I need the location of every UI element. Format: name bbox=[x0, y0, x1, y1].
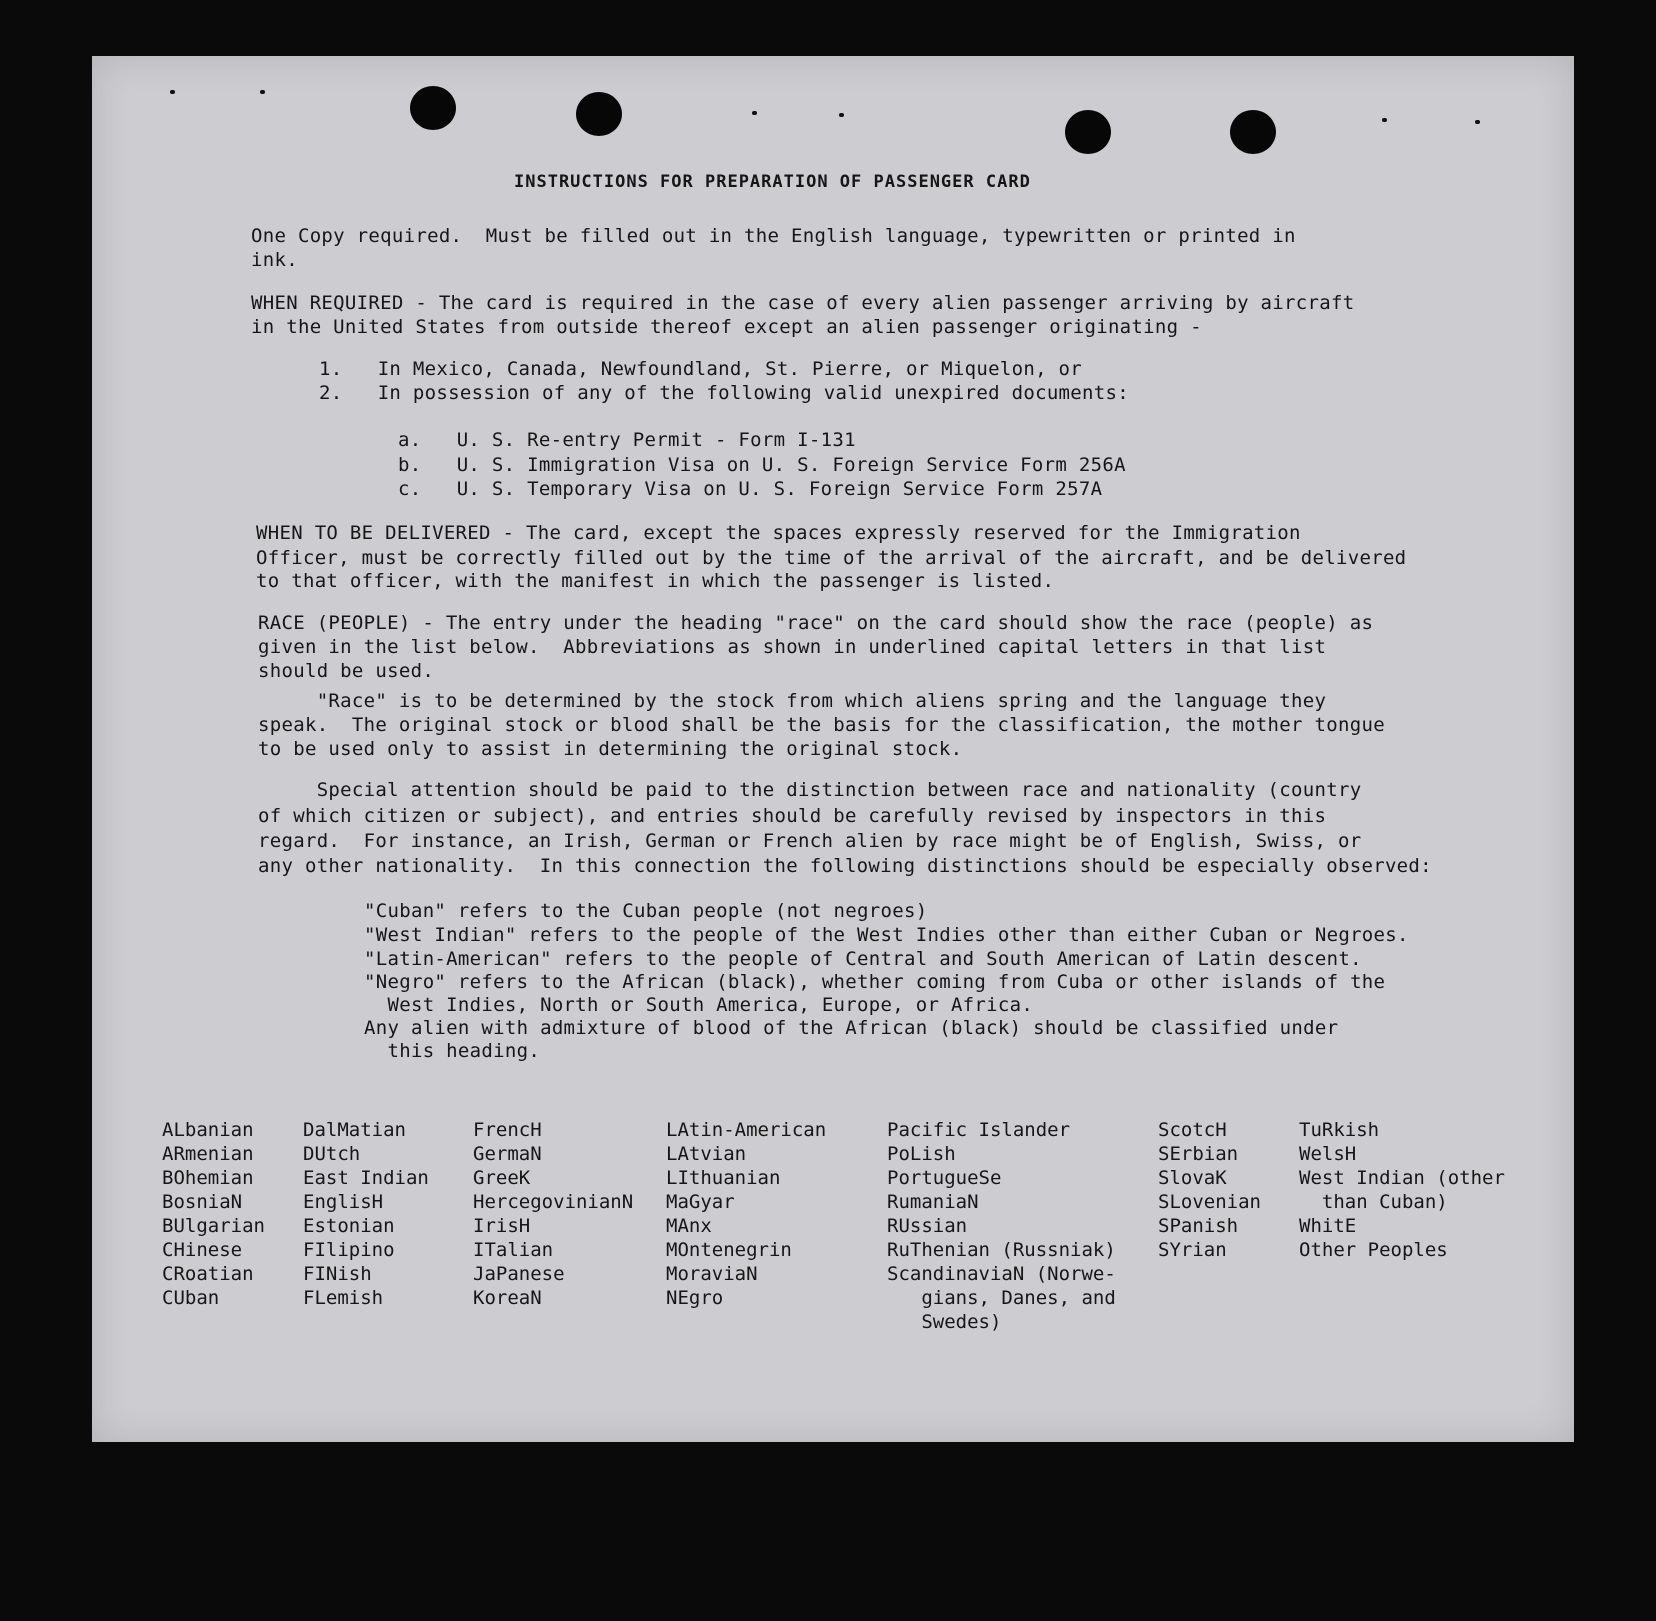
race-line: given in the list below. Abbreviations as shown in underlined capital letters in that list bbox=[258, 636, 1327, 658]
document-item: a. U. S. Re-entry Permit - Form I-131 bbox=[398, 429, 856, 451]
punch-hole-4 bbox=[1230, 110, 1276, 154]
page-title: INSTRUCTIONS FOR PREPARATION OF PASSENGER CARD bbox=[514, 172, 1031, 192]
intro-line: One Copy required. Must be filled out in the English language, typewritten or printed in bbox=[251, 225, 1296, 247]
race-list-item: JaPanese bbox=[473, 1263, 565, 1285]
distinction-line: "Negro" refers to the African (black), whether coming from Cuba or other islands of the bbox=[364, 971, 1386, 993]
race-list-item: TuRkish bbox=[1299, 1119, 1380, 1141]
race-list-item: GermaN bbox=[473, 1143, 542, 1165]
race-list-item: GreeK bbox=[473, 1167, 531, 1189]
race-paragraph-line: any other nationality. In this connection the following distinctions should be especially observed: bbox=[258, 855, 1432, 877]
punch-hole-3 bbox=[1065, 110, 1111, 154]
document-item: b. U. S. Immigration Visa on U. S. Foreign Service Form 256A bbox=[398, 454, 1126, 476]
race-list-item: FIlipino bbox=[303, 1239, 395, 1261]
race-list-item: EnglisH bbox=[303, 1191, 384, 1213]
race-paragraph-line: regard. For instance, an Irish, German or French alien by race might be of English, Swiss, or bbox=[258, 830, 1362, 852]
race-list-item: CRoatian bbox=[162, 1263, 254, 1285]
race-list-item: BUlgarian bbox=[162, 1215, 265, 1237]
race-line: RACE (PEOPLE) - The entry under the heading "race" on the card should show the race (people) as bbox=[258, 612, 1374, 634]
race-list-item: MAnx bbox=[666, 1215, 712, 1237]
distinction-line: "Latin-American" refers to the people of Central and South American of Latin descent. bbox=[364, 948, 1362, 970]
race-list-item: Other Peoples bbox=[1299, 1239, 1448, 1261]
speck-mark bbox=[839, 113, 844, 117]
race-list-item: PoLish bbox=[887, 1143, 956, 1165]
race-line: should be used. bbox=[258, 660, 435, 682]
when-delivered-line: Officer, must be correctly filled out by the time of the arrival of the aircraft, and be delivered bbox=[256, 547, 1407, 569]
race-paragraph-line: Special attention should be paid to the distinction between race and nationality (country bbox=[258, 779, 1362, 801]
race-list-column bbox=[473, 1118, 633, 1310]
race-list-item: HercegovinianN bbox=[473, 1191, 634, 1213]
race-list-item: ALbanian bbox=[162, 1119, 254, 1141]
race-list-item: WelsH bbox=[1299, 1143, 1357, 1165]
race-paragraph-line: speak. The original stock or blood shall be the basis for the classification, the mother tongue bbox=[258, 714, 1385, 736]
speck-mark bbox=[1475, 120, 1480, 124]
intro-line: ink. bbox=[251, 249, 298, 271]
distinction-line: Any alien with admixture of blood of the African (black) should be classified under bbox=[364, 1017, 1339, 1039]
race-list-item: MaGyar bbox=[666, 1191, 735, 1213]
race-list-item: BosniaN bbox=[162, 1191, 243, 1213]
race-list-item: West Indian (other bbox=[1299, 1167, 1505, 1189]
race-paragraph-line: "Race" is to be determined by the stock from which aliens spring and the language they bbox=[258, 690, 1327, 712]
distinction-line: this heading. bbox=[364, 1040, 541, 1062]
race-list-item: LAtin-American bbox=[666, 1119, 827, 1141]
when-required-line: in the United States from outside thereof except an alien passenger originating - bbox=[251, 316, 1202, 338]
race-list-item: IrisH bbox=[473, 1215, 531, 1237]
race-list-item: RuThenian (Russniak) bbox=[887, 1239, 1116, 1261]
punch-hole-1 bbox=[410, 86, 456, 130]
race-list-item: SLovenian bbox=[1158, 1191, 1261, 1213]
race-list-column bbox=[162, 1118, 265, 1310]
distinction-line: West Indies, North or South America, Europe, or Africa. bbox=[364, 994, 1034, 1016]
race-list-item: FLemish bbox=[303, 1287, 384, 1309]
race-list-item: ScandinaviaN (Norwe- bbox=[887, 1263, 1116, 1285]
race-list-item: SErbian bbox=[1158, 1143, 1239, 1165]
race-list-item: DalMatian bbox=[303, 1119, 406, 1141]
race-list-item: RumaniaN bbox=[887, 1191, 979, 1213]
when-required-line: WHEN REQUIRED - The card is required in the case of every alien passenger arriving by aircraft bbox=[251, 292, 1355, 314]
race-list-item: MOntenegrin bbox=[666, 1239, 792, 1261]
speck-mark bbox=[1382, 118, 1387, 122]
race-list-item: MoraviaN bbox=[666, 1263, 758, 1285]
speck-mark bbox=[752, 111, 757, 115]
when-delivered-line: WHEN TO BE DELIVERED - The card, except the spaces expressly reserved for the Immigration bbox=[256, 522, 1301, 544]
race-list-item: BOhemian bbox=[162, 1167, 254, 1189]
race-paragraph-line: to be used only to assist in determining the original stock. bbox=[258, 738, 963, 760]
when-delivered-line: to that officer, with the manifest in which the passenger is listed. bbox=[256, 570, 1055, 592]
race-list-item: PortugueSe bbox=[887, 1167, 1002, 1189]
race-list-item: LAtvian bbox=[666, 1143, 747, 1165]
race-list-item: CHinese bbox=[162, 1239, 243, 1261]
distinction-line: "West Indian" refers to the people of the West Indies other than either Cuban or Negroes. bbox=[364, 924, 1409, 946]
race-list-item: WhitE bbox=[1299, 1215, 1357, 1237]
race-paragraph-line: of which citizen or subject), and entries should be carefully revised by inspectors in this bbox=[258, 805, 1327, 827]
race-list-item: Pacific Islander bbox=[887, 1119, 1071, 1141]
race-list-item: Swedes) bbox=[887, 1311, 1002, 1333]
race-list-column bbox=[303, 1118, 429, 1310]
race-list-item: DUtch bbox=[303, 1143, 361, 1165]
punch-hole-2 bbox=[576, 92, 622, 136]
when-required-item: 2. In possession of any of the following valid unexpired documents: bbox=[319, 382, 1129, 404]
race-list-item: KoreaN bbox=[473, 1287, 542, 1309]
race-list-item: CUban bbox=[162, 1287, 220, 1309]
race-list-item: NEgro bbox=[666, 1287, 724, 1309]
race-list-item: LIthuanian bbox=[666, 1167, 781, 1189]
race-list-column bbox=[666, 1118, 826, 1310]
when-required-item: 1. In Mexico, Canada, Newfoundland, St. Pierre, or Miquelon, or bbox=[319, 358, 1083, 380]
race-list-item: Estonian bbox=[303, 1215, 395, 1237]
race-list-item: East Indian bbox=[303, 1167, 429, 1189]
race-list-item: SYrian bbox=[1158, 1239, 1227, 1261]
race-list-item: FINish bbox=[303, 1263, 372, 1285]
speck-mark bbox=[170, 90, 175, 94]
race-list-column bbox=[1299, 1118, 1505, 1262]
race-list-item: FrencH bbox=[473, 1119, 542, 1141]
race-list-item: SPanish bbox=[1158, 1215, 1239, 1237]
race-list-item: RUssian bbox=[887, 1215, 968, 1237]
race-list-item: ITalian bbox=[473, 1239, 554, 1261]
distinction-line: "Cuban" refers to the Cuban people (not negroes) bbox=[364, 900, 928, 922]
race-list-item: than Cuban) bbox=[1299, 1191, 1448, 1213]
race-list-item: ARmenian bbox=[162, 1143, 254, 1165]
race-list-item: SlovaK bbox=[1158, 1167, 1227, 1189]
race-list-item: ScotcH bbox=[1158, 1119, 1227, 1141]
document-item: c. U. S. Temporary Visa on U. S. Foreign Service Form 257A bbox=[398, 478, 1103, 500]
speck-mark bbox=[260, 90, 265, 94]
race-list-column bbox=[887, 1118, 1116, 1334]
race-list-item: gians, Danes, and bbox=[887, 1287, 1116, 1309]
race-list-column bbox=[1158, 1118, 1261, 1262]
